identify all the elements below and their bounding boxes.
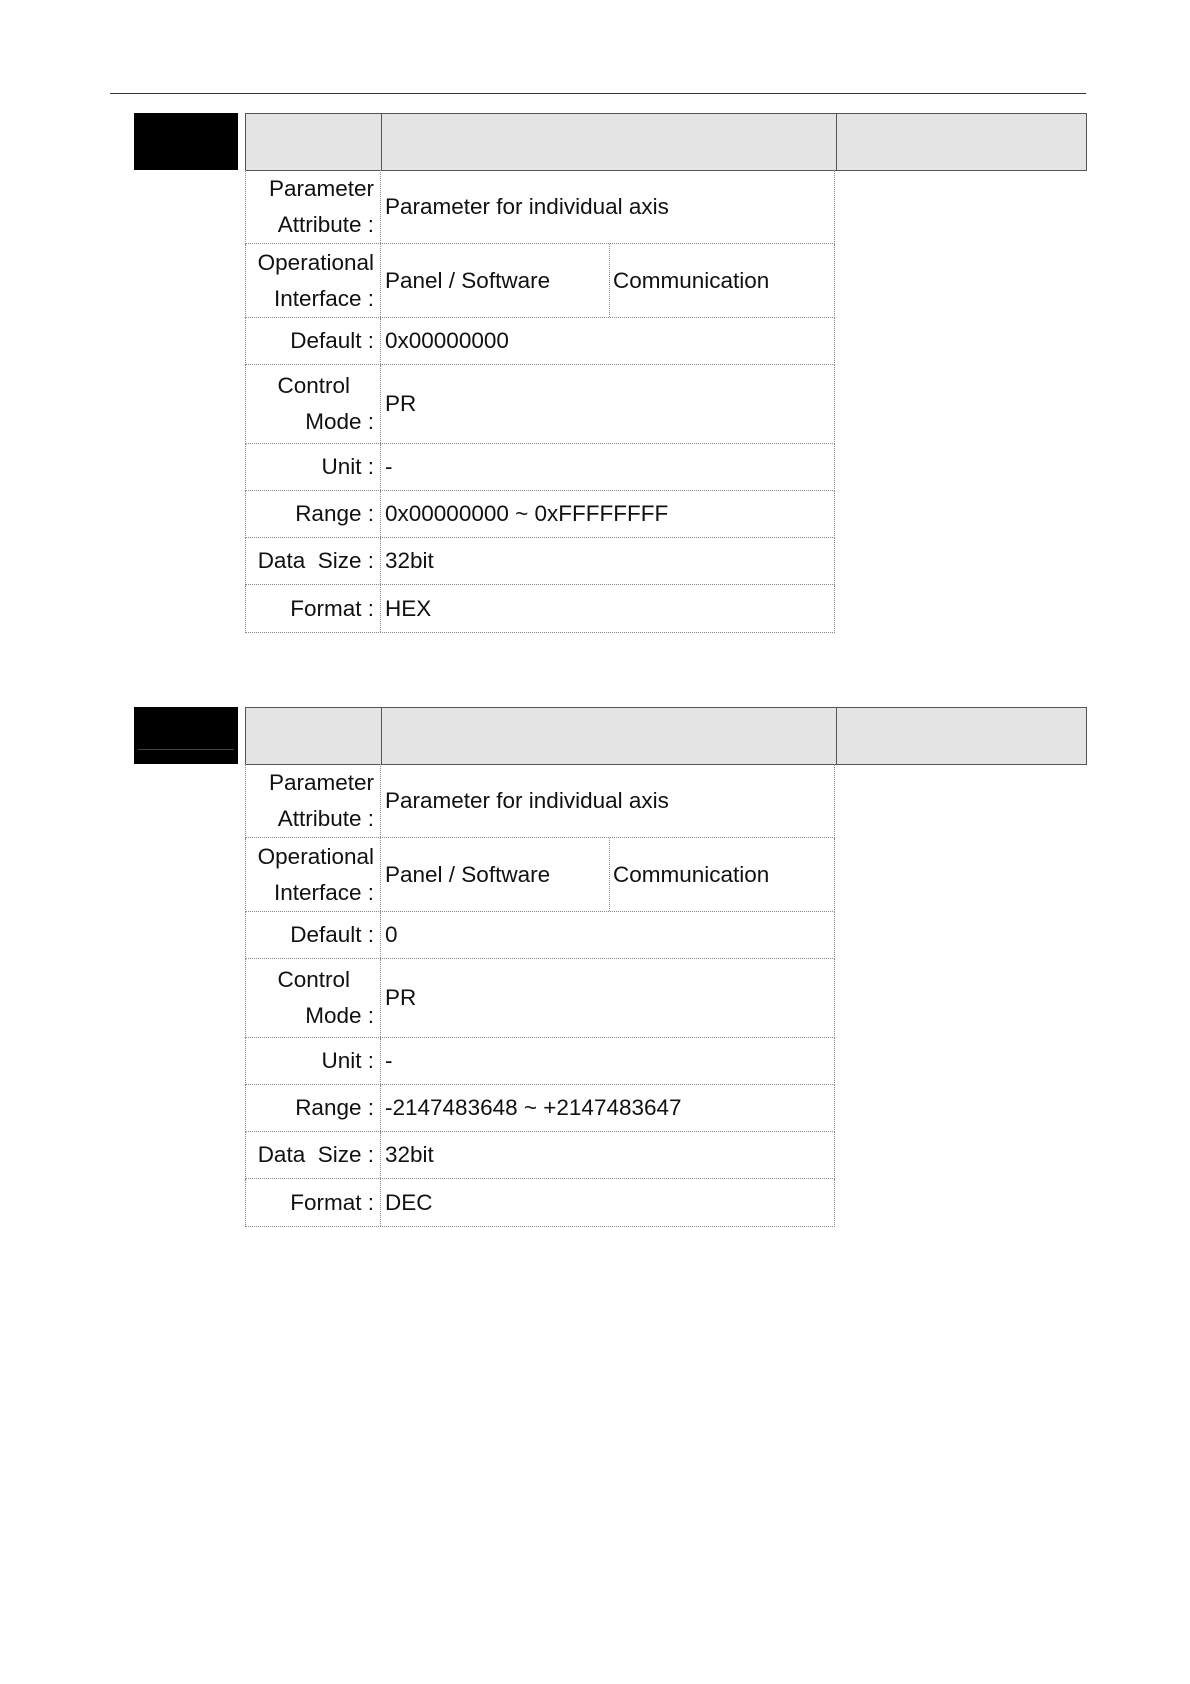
page-top-rule <box>110 93 1086 94</box>
default-value: 0x00000000 <box>385 328 509 353</box>
range-value: -2147483648 ~ +2147483647 <box>385 1095 682 1120</box>
format-row <box>245 1179 835 1227</box>
attribute-row <box>245 764 835 838</box>
tab-underline <box>138 749 234 750</box>
control-mode-label <box>246 959 381 1037</box>
label-line: Data Size : <box>257 1142 374 1167</box>
interface-communication-value: Communication <box>613 861 770 887</box>
interface-row <box>245 838 835 912</box>
interface-panel-value: Panel / Software <box>382 838 610 911</box>
label-line: Interface : <box>273 879 374 905</box>
control-mode-row <box>245 365 835 444</box>
interface-communication-value: Communication <box>613 267 770 293</box>
label-line: Default : <box>290 328 374 353</box>
interface-label <box>246 244 381 317</box>
label-line: Parameter <box>268 769 374 795</box>
unit-label <box>246 1038 381 1084</box>
attribute-row <box>245 170 835 244</box>
label-line: Range : <box>295 1095 374 1120</box>
label-line: Default : <box>290 922 374 947</box>
label-line: Control <box>277 967 350 992</box>
format-label <box>246 1179 381 1226</box>
label-line: Operational <box>257 249 374 275</box>
format-row <box>245 585 835 633</box>
label-line: Attribute : <box>277 211 374 237</box>
data-size-row <box>245 1132 835 1179</box>
label-line: Parameter <box>268 175 374 201</box>
parameter-code-tab <box>134 707 238 764</box>
control-mode-row <box>245 959 835 1038</box>
unit-label <box>246 444 381 490</box>
range-row <box>245 1085 835 1132</box>
data-size-label <box>246 538 381 584</box>
label-line: Mode : <box>305 1003 374 1028</box>
unit-value: - <box>385 1048 393 1073</box>
label-line: Range : <box>295 501 374 526</box>
label-line: Format : <box>290 1189 374 1215</box>
attribute-value: Parameter for individual axis <box>385 787 669 813</box>
attribute-label <box>246 170 381 243</box>
data-size-row <box>245 538 835 585</box>
interface-row <box>245 244 835 318</box>
label-line: Attribute : <box>277 805 374 831</box>
default-label <box>246 912 381 958</box>
control-mode-value: PR <box>385 985 417 1010</box>
parameter-code-tab <box>134 113 238 170</box>
range-label <box>246 491 381 537</box>
label-line: Operational <box>257 843 374 869</box>
control-mode-label <box>246 365 381 443</box>
default-row <box>245 318 835 365</box>
label-line: Interface : <box>273 285 374 311</box>
unit-row <box>245 444 835 491</box>
label-line: Unit : <box>321 454 374 479</box>
attribute-label <box>246 764 381 837</box>
header-divider <box>381 114 382 170</box>
parameter-header <box>245 707 1087 765</box>
default-row <box>245 912 835 959</box>
format-value: HEX <box>385 595 432 621</box>
attribute-value: Parameter for individual axis <box>385 193 669 219</box>
range-label <box>246 1085 381 1131</box>
format-value: DEC <box>385 1189 433 1215</box>
header-divider <box>381 708 382 764</box>
data-size-value: 32bit <box>385 1142 434 1167</box>
range-value: 0x00000000 ~ 0xFFFFFFFF <box>385 501 669 526</box>
label-line: Data Size : <box>257 548 374 573</box>
unit-row <box>245 1038 835 1085</box>
default-label <box>246 318 381 364</box>
data-size-value: 32bit <box>385 548 434 573</box>
data-size-label <box>246 1132 381 1178</box>
format-label <box>246 585 381 632</box>
interface-panel-value: Panel / Software <box>382 244 610 317</box>
label-line: Mode : <box>305 409 374 434</box>
default-value: 0 <box>385 922 398 947</box>
interface-label <box>246 838 381 911</box>
label-line: Control <box>277 373 350 398</box>
range-row <box>245 491 835 538</box>
label-line: Format : <box>290 595 374 621</box>
unit-value: - <box>385 454 393 479</box>
header-divider <box>836 114 837 170</box>
header-divider <box>836 708 837 764</box>
control-mode-value: PR <box>385 391 417 416</box>
label-line: Unit : <box>321 1048 374 1073</box>
parameter-header <box>245 113 1087 171</box>
